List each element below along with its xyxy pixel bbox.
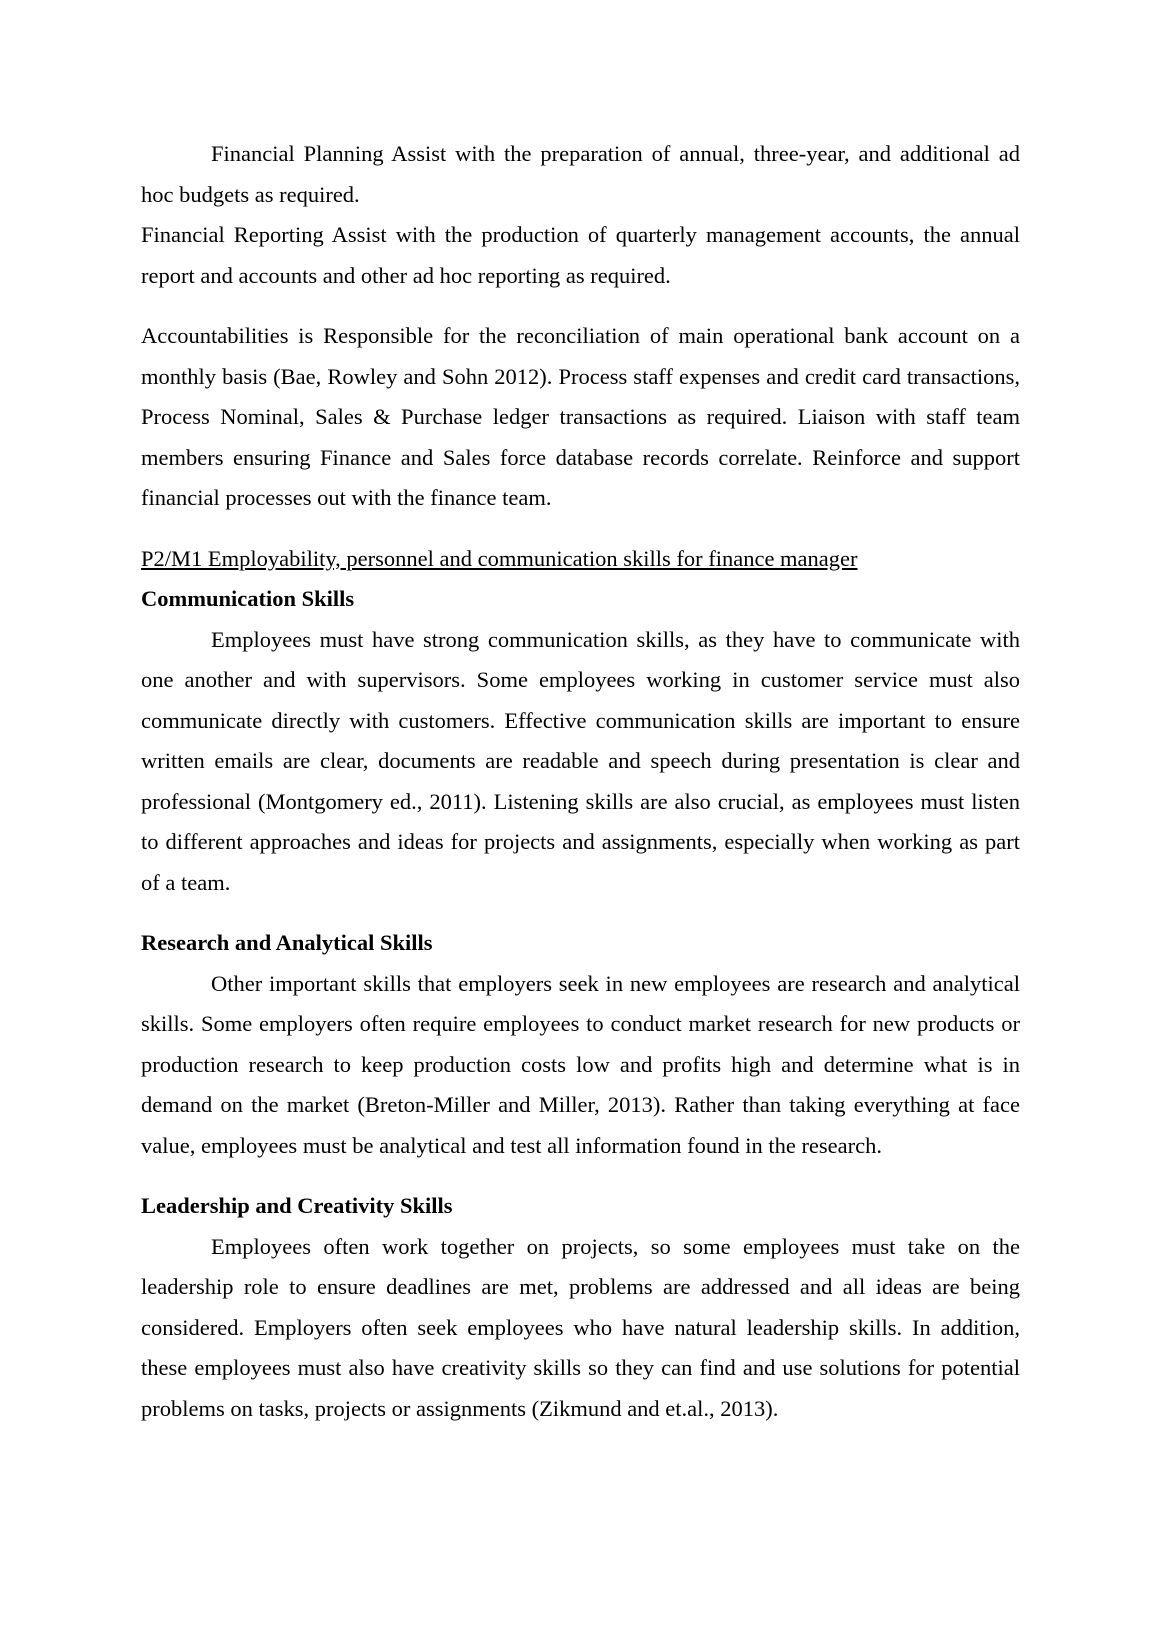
communication-heading: Communication Skills xyxy=(141,586,355,611)
section-title: P2/M1 Employability, personnel and communication skills for finance manager xyxy=(141,545,858,571)
research-heading: Research and Analytical Skills xyxy=(141,930,433,955)
document-page xyxy=(141,134,1020,1429)
leadership-heading: Leadership and Creativity Skills xyxy=(141,1193,453,1218)
communication-paragraph: Employees must have strong communication skills, as they have to communicate with one another and with supervisors. Some employees working in customer service must also communicate directly with customers. Effective communication skills are important to ensure written emails are clear, documents are readable and speech during presentation is clear and professional (Montgomery ed., 2011). Listening skills are also crucial, as employees must listen to different approaches and ideas for projects and assignments, especially when working as part of a team. xyxy=(141,626,1020,895)
financial-planning-paragraph: Financial Planning Assist with the preparation of annual, three-year, and additional ad hoc budgets as required. xyxy=(141,141,1020,207)
leadership-paragraph: Employees often work together on projects, so some employees must take on the leadership role to ensure deadlines are met, problems are addressed and all ideas are being considered. Employers often seek employees who have natural leadership skills. In addition, these employees must also have creativity skills so they can find and use solutions for potential problems on tasks, projects or assignments (Zikmund and et.al., 2013). xyxy=(141,1233,1020,1421)
research-paragraph: Other important skills that employers seek in new employees are research and analytical skills. Some employers often require employees to conduct market research for new products or production research to keep production costs low and profits high and determine what is in demand on the market (Breton-Miller and Miller, 2013). Rather than taking everything at face value, employees must be analytical and test all information found in the research. xyxy=(141,970,1020,1158)
financial-reporting-paragraph: Financial Reporting Assist with the production of quarterly management accounts, the annual report and accounts and other ad hoc reporting as required. xyxy=(141,222,1020,288)
accountabilities-paragraph: Accountabilities is Responsible for the reconciliation of main operational bank account on a monthly basis (Bae, Rowley and Sohn 2012). Process staff expenses and credit card transactions, Process Nominal, Sales & Purchase ledger transactions as required. Liaison with staff team members ensuring Finance and Sales force database records correlate. Reinforce and support financial processes out with the finance team. xyxy=(141,323,1020,510)
